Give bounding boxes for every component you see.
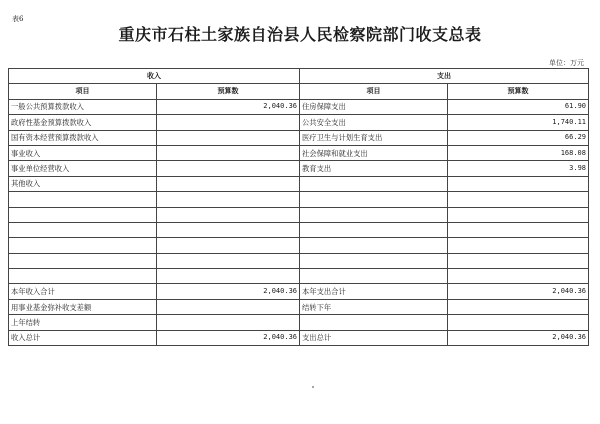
year-income-total-amount: 2,040.36 [157,284,300,299]
expense-item [300,192,448,207]
expense-item-header: 项目 [300,84,448,99]
expense-amount: 61.90 [448,99,589,114]
table-row [9,253,589,268]
empty-cell [300,315,448,330]
income-amount [157,145,300,160]
expense-amount [448,253,589,268]
year-expense-total-label: 本年支出合计 [300,284,448,299]
expense-item [300,222,448,237]
expense-item [300,253,448,268]
expense-amount [448,207,589,222]
expense-amount [448,238,589,253]
income-budget-header: 预算数 [157,84,300,99]
expense-item: 教育支出 [300,161,448,176]
income-item: 政府性基金预算拨款收入 [9,115,157,130]
income-amount [157,115,300,130]
fund-label: 用事业基金弥补收支差额 [9,299,157,314]
income-item [9,253,157,268]
expense-amount [448,269,589,284]
budget-table [8,68,589,346]
unit-label: 单位：万元 [549,59,584,67]
table-row [9,222,589,237]
total-income-label: 收入总计 [9,330,157,345]
expense-amount [448,176,589,191]
expense-amount: 168.08 [448,145,589,160]
expense-item [300,176,448,191]
income-header: 收入 [9,69,300,84]
table-row [9,145,589,160]
fund-amount [157,299,300,314]
carry-in-amount [157,315,300,330]
expense-item [300,269,448,284]
year-income-total-label: 本年收入合计 [9,284,157,299]
income-item [9,207,157,222]
expense-amount: 1,740.11 [448,115,589,130]
expense-item: 社会保障和就业支出 [300,145,448,160]
income-amount [157,253,300,268]
fund-row [9,299,589,314]
income-amount [157,192,300,207]
expense-amount [448,222,589,237]
carry-out-amount [448,299,589,314]
expense-item [300,238,448,253]
income-item [9,222,157,237]
income-item: 事业收入 [9,145,157,160]
carry-in-label: 上年结转 [9,315,157,330]
table-row [9,130,589,145]
expense-amount: 3.98 [448,161,589,176]
expense-budget-header: 预算数 [448,84,589,99]
income-item [9,192,157,207]
income-amount [157,130,300,145]
income-item: 其他收入 [9,176,157,191]
expense-amount [448,192,589,207]
table-row [9,207,589,222]
income-amount [157,269,300,284]
page-title: 重庆市石柱土家族自治县人民检察院部门收支总表 [118,25,482,44]
income-item [9,269,157,284]
table-row [9,176,589,191]
year-total-row [9,284,589,299]
income-item: 国有资本经营预算拨款收入 [9,130,157,145]
scan-speck [312,386,314,388]
total-expense-label: 支出总计 [300,330,448,345]
table-row [9,99,589,114]
expense-header: 支出 [300,69,589,84]
expense-item: 公共安全支出 [300,115,448,130]
table-row [9,115,589,130]
income-amount [157,238,300,253]
income-amount [157,176,300,191]
carry-out-label: 结转下年 [300,299,448,314]
income-item: 事业单位经营收入 [9,161,157,176]
income-amount [157,207,300,222]
table-number: 表6 [12,15,24,23]
table-row [9,161,589,176]
table-column-header [9,84,589,99]
income-amount [157,161,300,176]
income-item: 一般公共预算拨款收入 [9,99,157,114]
table-row [9,238,589,253]
total-income-amount: 2,040.36 [157,330,300,345]
income-amount: 2,040.36 [157,99,300,114]
income-amount [157,222,300,237]
expense-amount: 66.29 [448,130,589,145]
expense-item: 医疗卫生与计划生育支出 [300,130,448,145]
table-row [9,269,589,284]
income-item-header: 项目 [9,84,157,99]
carry-in-row [9,315,589,330]
table-group-header [9,69,589,84]
total-expense-amount: 2,040.36 [448,330,589,345]
expense-item: 住房保障支出 [300,99,448,114]
income-item [9,238,157,253]
expense-item [300,207,448,222]
table-row [9,192,589,207]
empty-cell [448,315,589,330]
grand-total-row [9,330,589,345]
year-expense-total-amount: 2,040.36 [448,284,589,299]
